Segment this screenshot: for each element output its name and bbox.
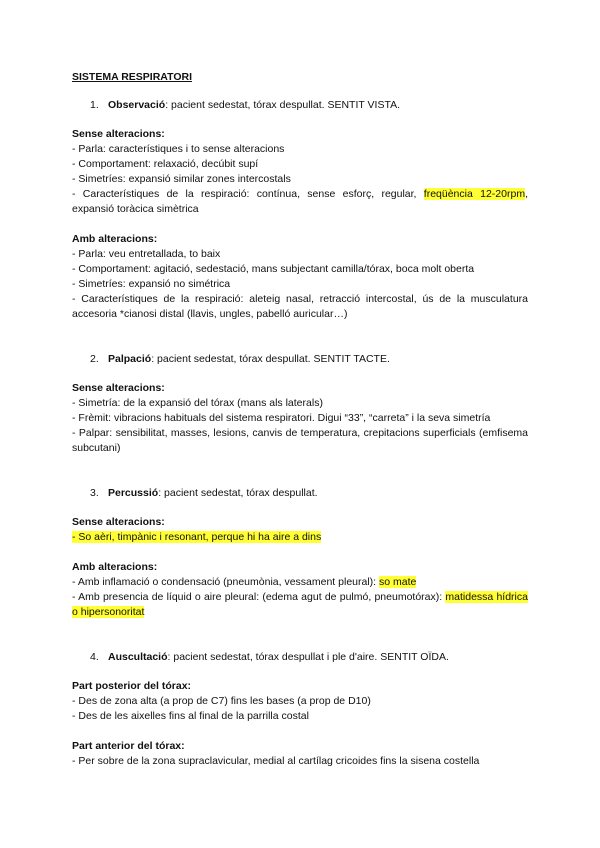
list-item: - Comportament: agitació, sedestació, mans subjectant camilla/tórax, boca molt oberta: [72, 263, 475, 275]
section-title: Percussió: [108, 487, 159, 499]
normal-label: Sense alteracions:: [72, 128, 165, 140]
section-auscultacio-heading: [72, 650, 528, 665]
list-item: - Parla: veu entretallada, to baix: [72, 248, 221, 260]
normal-label: Sense alteracions:: [72, 516, 165, 528]
section-number: 3.: [90, 487, 99, 499]
list-item-respiration: - Característiques de la respiració: contínua, sense esforç, regular, freqüència 12-20rpm, expansió toràcica simètrica: [72, 188, 528, 215]
section-subtitle: : pacient sedestat, tórax despullat. SENTIT VISTA.: [165, 99, 401, 111]
anterior-label: Part anterior del tórax:: [72, 740, 185, 752]
list-item: - Característiques de la respiració: aleteig nasal, retracció intercostal, ús de la musculatura accesoria *cianosi distal (llavis, ungles, pabelló auricular…): [72, 293, 528, 320]
list-item: [72, 530, 528, 545]
highlighted-text: matidessa hídrica o hipersonoritat: [72, 591, 528, 618]
document-page: [72, 70, 528, 769]
section-percussio-heading: [72, 486, 528, 501]
altered-label: Amb alteracions:: [72, 561, 158, 573]
section-palpacio-heading: [72, 352, 528, 367]
list-item: - Palpar: sensibilitat, masses, lesions, canvis de temperatura, crepitacions superficials (emfisema subcutani): [72, 427, 528, 454]
section-title: Palpació: [108, 353, 152, 365]
section-observacio-heading: [72, 98, 528, 113]
section-subtitle: : pacient sedestat, tórax despullat.: [158, 487, 318, 499]
list-item: - Frèmit: vibracions habituals del sistema respiratori. Digui “33”, “carreta” i la seva simetría: [72, 412, 491, 424]
posterior-label: Part posterior del tórax:: [72, 680, 192, 692]
list-item: - Per sobre de la zona supraclavicular, medial al cartílag cricoides fins la sisena costella: [72, 755, 480, 767]
list-item: - Comportament: relaxació, decúbit supí: [72, 158, 259, 170]
list-item: - Amb inflamació o condensació (pneumònia, vessament pleural): so mate: [72, 576, 417, 588]
normal-label: Sense alteracions:: [72, 382, 165, 394]
section-subtitle: : pacient sedestat, tórax despullat i ple d'aire. SENTIT OÏDA.: [167, 651, 449, 663]
highlighted-text: freqüència 12-20rpm: [423, 188, 526, 200]
section-title: Observació: [108, 99, 166, 111]
list-item: - Simetría: de la expansió del tórax (mans als laterals): [72, 397, 323, 409]
section-number: 1.: [90, 99, 99, 111]
section-number: 4.: [90, 651, 99, 663]
section-title: Auscultació: [108, 651, 168, 663]
section-subtitle: : pacient sedestat, tórax despullat. SENTIT TACTE.: [151, 353, 390, 365]
list-item: - Des de les aixelles fins al final de la parrilla costal: [72, 710, 309, 722]
list-item: - Parla: característiques i to sense alteracions: [72, 143, 285, 155]
list-item: - Simetríes: expansió no simétrica: [72, 278, 231, 290]
highlighted-text: - So aèri, timpànic i resonant, perque hi ha aire a dins: [72, 531, 322, 543]
list-item: - Des de zona alta (a prop de C7) fins les bases (a prop de D10): [72, 695, 371, 707]
document-title: SISTEMA RESPIRATORI: [72, 71, 192, 83]
list-item: - Simetríes: expansió similar zones intercostals: [72, 173, 291, 185]
section-number: 2.: [90, 353, 99, 365]
list-item: - Amb presencia de líquid o aire pleural: (edema agut de pulmó, pneumotórax): matidessa hídrica o hipersonoritat: [72, 591, 528, 618]
altered-label: Amb alteracions:: [72, 233, 158, 245]
highlighted-text: so mate: [379, 576, 417, 588]
